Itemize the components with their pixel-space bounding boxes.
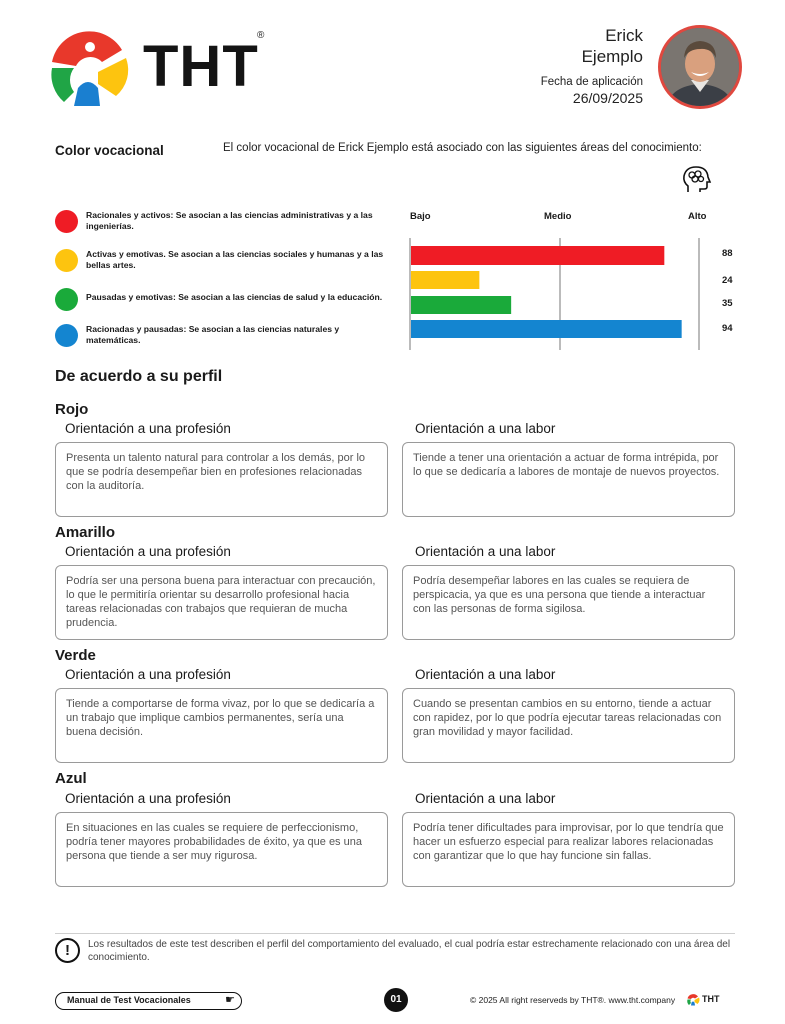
scale-mid-label: Medio [544, 211, 572, 222]
profession-box-verde: Tiende a comportarse de forma vivaz, por lo que se dedicaría a un trabajo que implique cambios permanentes, sería una buena decisión. [55, 688, 388, 763]
bar-value-green: 35 [722, 298, 733, 309]
profile-title: De acuerdo a su perfil [55, 368, 223, 385]
green-dot [55, 288, 78, 311]
person-photo [661, 28, 739, 106]
legend-item-yellow [55, 247, 385, 277]
profession-label: Orientación a una profesión [65, 667, 231, 682]
copyright-text[interactable]: © 2025 All right reserveds by THT®. www.tht.company [470, 995, 676, 1005]
footer-divider [55, 933, 735, 934]
application-date: 26/09/2025 [572, 90, 643, 106]
pointer-hand-icon: ☛ [225, 994, 235, 1006]
bar-rojo [411, 246, 664, 265]
tht-logo [50, 28, 265, 108]
scale-high-label: Alto [688, 211, 707, 222]
profession-label: Orientación a una profesión [65, 544, 231, 559]
labor-label: Orientación a una labor [415, 544, 556, 559]
section-title-rojo: Rojo [55, 401, 89, 418]
labor-label: Orientación a una labor [415, 667, 556, 682]
registered-mark: ® [257, 30, 265, 41]
exclamation-icon: ! [55, 938, 80, 963]
tht-logo-mark [50, 28, 140, 108]
profession-box-rojo: Presenta un talento natural para controlar a los demás, por lo que se podría desempeñar bien en profesiones relacionadas con la auditoría. [55, 442, 388, 517]
labor-box-amarillo: Podría desempeñar labores en las cuales se requiera de perspicacia, ya que es una persona que tiende a interactuar con las personas de forma sigilosa. [402, 565, 735, 640]
legend-label: Racionales y activos: Se asocian a las ciencias administrativas y a las ingenierías. [86, 210, 373, 231]
bar-value-blue: 94 [722, 323, 733, 334]
bar-verde [411, 296, 511, 314]
legend-item-red [55, 208, 385, 238]
legend-item-blue [55, 322, 385, 352]
bar-amarillo [411, 271, 479, 289]
labor-label: Orientación a una labor [415, 791, 556, 806]
profession-box-amarillo: Podría ser una persona buena para interactuar con precaución, lo que le permitiría orientar su desarrollo profesional hacia tareas relacionadas con trabajos que requieran de mucha prudencia. [55, 565, 388, 640]
manual-label: Manual de Test Vocacionales [67, 995, 191, 1005]
blue-dot [55, 324, 78, 347]
bar-value-yellow: 24 [722, 275, 733, 286]
profession-label: Orientación a una profesión [65, 421, 231, 436]
vocational-intro: El color vocacional de Erick Ejemplo está asociado con las siguientes áreas del conocimiento: [223, 142, 702, 154]
person-first-name: Erick [605, 26, 643, 45]
application-date-label: Fecha de aplicación [540, 76, 643, 88]
legend-label: Pausadas y emotivas: Se asocian a las ciencias de salud y la educación. [86, 292, 383, 302]
person-info [541, 26, 643, 107]
labor-box-rojo: Tiende a tener una orientación a actuar de forma intrépida, por lo que se dedicaría a labores de montaje de nuevos proyectos. [402, 442, 735, 517]
legend-label: Racionadas y pausadas: Se asocian a las ciencias naturales y matemáticas. [86, 324, 340, 345]
bar-value-red: 88 [722, 248, 733, 259]
manual-link-button[interactable] [55, 992, 242, 1010]
section-title-azul: Azul [55, 770, 87, 787]
avatar [658, 25, 742, 109]
person-last-name: Ejemplo [581, 47, 643, 66]
labor-box-verde: Cuando se presentan cambios en su entorno, tiende a actuar con rapidez, por lo que podría ejecutar tareas relacionadas con gran movilidad y mayor facilidad. [402, 688, 735, 763]
section-title-verde: Verde [55, 647, 96, 664]
labor-box-azul: Podría tener dificultades para improvisar, por lo que tendría que hacer un esfuerzo especial para realizar labores relacionadas con garantizar que lo que hay funcione sin fallas. [402, 812, 735, 887]
yellow-dot [55, 249, 78, 272]
page-number: 01 [384, 988, 408, 1012]
legend-label: Activas y emotivas. Se asocian a las ciencias sociales y humanas y a las bellas artes. [86, 249, 384, 270]
red-dot [55, 210, 78, 233]
labor-label: Orientación a una labor [415, 421, 556, 436]
tht-wordmark: THT [143, 34, 259, 99]
section-title-amarillo: Amarillo [55, 524, 116, 541]
mini-brand: THT [702, 994, 720, 1004]
profession-label: Orientación a una profesión [65, 791, 231, 806]
profession-box-azul: En situaciones en las cuales se requiere de perfeccionismo, podría tener mayores probabilidades de éxito, ya que es una persona que tiende a ser muy rigurosa. [55, 812, 388, 887]
bar-azul [411, 320, 682, 338]
tht-mini-logo-icon [687, 993, 700, 1006]
scale-low-label: Bajo [410, 211, 431, 222]
legend-item-green [55, 286, 385, 316]
vocational-bar-chart [400, 230, 745, 355]
brain-head-icon [680, 164, 712, 201]
vocational-color-title: Color vocacional [55, 143, 164, 158]
footer-note: Los resultados de este test describen el perfil del comportamiento del evaluado, el cual podría estar estrechamente relacionado con una área del conocimiento. [88, 939, 731, 963]
